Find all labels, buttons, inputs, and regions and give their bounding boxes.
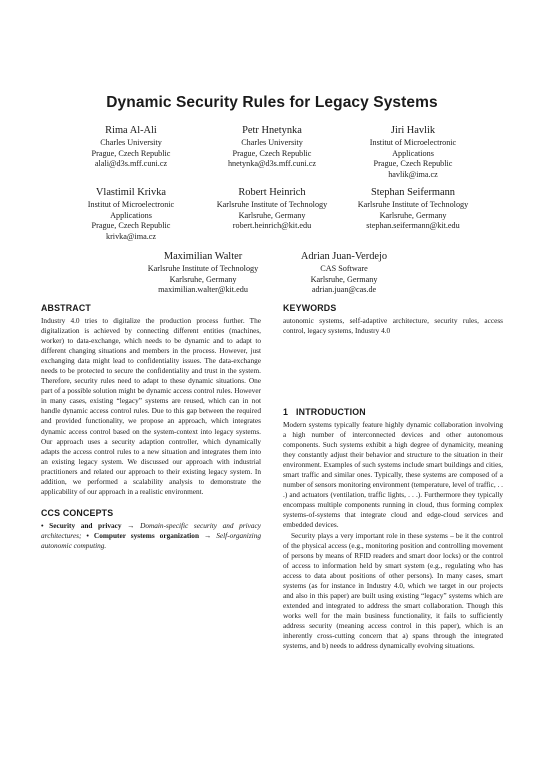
introduction-text <box>283 420 503 651</box>
abstract-heading: ABSTRACT <box>41 303 91 313</box>
author-name: Petr Hnetynka <box>242 125 302 136</box>
ccs-item-1: Domain-specific security and privacy architectures; <box>41 520 262 540</box>
paper-title: Dynamic Security Rules for Legacy Systems <box>106 94 438 111</box>
author-block <box>259 250 429 296</box>
author-email: maximilian.walter@kit.edu <box>158 285 248 295</box>
introduction-paragraph-2: Security plays a very important role in these systems – be it the control of the physical access (e.g., monitoring position and controlling movement of persons by means of RFID readers and smart door locks) or the control of access to information held by smart system (e.g., regulating who has access to data about positions of other persons). In many cases, smart systems (as for instance in Industry 4.0, which we target in our projects and also in this paper) are built using existing “legacy” systems which are extended and integrated to address the smart collaboration. Though this works well for the main business functionality, it fails to sufficiently address security (meaning access control in this paper), which is an inherently cross-cutting concern that a) spans through the integrated systems, and b) needs to address dynamically evolving situations. <box>283 530 503 651</box>
author-email: robert.heinrich@kit.edu <box>232 221 312 231</box>
ccs-item-2: Self-organizing autonomic computing. <box>41 530 261 550</box>
ccs-item-2-bold: Computer systems organization <box>93 530 204 540</box>
ccs-bullet: • <box>86 530 94 540</box>
author-email: hnetynka@d3s.mff.cuni.cz <box>227 159 317 169</box>
author-block <box>328 124 498 180</box>
author-affiliation-cont: Applications <box>110 210 152 220</box>
keywords-heading: KEYWORDS <box>283 303 337 313</box>
author-name: Rima Al-Ali <box>105 125 157 136</box>
left-column <box>41 302 261 551</box>
author-affiliation: CAS Software <box>320 264 368 273</box>
author-email: krivka@ima.cz <box>105 231 157 241</box>
author-location: Karlsruhe, Germany <box>310 274 378 284</box>
ccs-arrow: → <box>203 530 217 540</box>
author-name: Robert Heinrich <box>238 187 306 198</box>
author-name: Stephan Seifermann <box>371 187 455 198</box>
abstract-paragraph: Industry 4.0 tries to digitalize the production process further. The digitalization is achieved by connecting different entities (machines, worker) to data-exchange, which needs to be dynamic and to adapt to different changing situations and members in the process. However, just exchanging data might lead to confidentiality issues. The data-exchange needs to be protected to secure the confidentiality and trust in the system. Therefore, security rules need to adapt to these dynamic situations. One part of a possible solution might be dynamic access control rules. However in many cases, existing “legacy” systems are reused, which can in not handle dynamic access control rules. Due to this gap between the required and provided functionality, we propose an approach, which integrates dynamic access control based on the system-context into legacy systems. Our approach uses a security adaption controller, which dynamically adapts the access control rules to a new situation and integrates them into an existing legacy system. We discussed our approach with industrial practitioners and related our approach to their existing legacy system. In addition, we performed a scalability analysis to demonstrate the applicability of our approach in a realistic environment. <box>41 316 261 496</box>
author-location: Prague, Czech Republic <box>232 148 312 158</box>
author-affiliation: Charles University <box>241 138 303 147</box>
author-affiliation: Karlsruhe Institute of Technology <box>216 200 328 209</box>
author-name: Jiri Havlik <box>390 125 436 136</box>
author-affiliation-cont: Applications <box>392 148 434 158</box>
ccs-concepts <box>41 521 261 551</box>
introduction-heading: 1 INTRODUCTION <box>283 407 366 417</box>
introduction-paragraph-1: Modern systems typically feature highly dynamic collaboration involving a high number of interconnected devices and other autonomous components. Such systems exhibit a high degree of dynamicity, meaning they constantly adjust their behavior and structure to the situation in their environment. Examples of such systems include smart buildings and cities, smart traffic and similar ones. Typically, these systems are composed of a number of sensors monitoring environment (temperature, level of traffic, . . .) and actuators (ventilation, traffic lights, . . .). Furthermore they typically encompass multiple components running in cloud, thus forming complex systems-of-systems that integrate cloud and edge-cloud services and embedded devices. <box>283 420 503 530</box>
author-affiliation: Institut of Microelectronic <box>87 200 175 209</box>
ccs-arrow: → <box>127 520 141 530</box>
keywords-text <box>283 316 503 336</box>
author-affiliation: Charles University <box>100 138 162 147</box>
ccs-heading: CCS CONCEPTS <box>41 507 114 518</box>
abstract-text <box>41 316 261 497</box>
author-block <box>328 186 498 232</box>
author-name: Maximilian Walter <box>163 251 243 262</box>
author-name: Vlastimil Krivka <box>95 187 167 198</box>
author-affiliation: Institut of Microelectronic <box>369 138 457 147</box>
right-column <box>283 302 503 336</box>
author-email: alali@d3s.mff.cuni.cz <box>94 159 168 169</box>
ccs-bullet: • <box>41 520 50 530</box>
author-affiliation: Karlsruhe Institute of Technology <box>357 200 469 209</box>
author-location: Karlsruhe, Germany <box>238 210 306 220</box>
author-name: Adrian Juan-Verdejo <box>300 251 388 262</box>
introduction-section <box>283 406 503 651</box>
author-location: Karlsruhe, Germany <box>169 274 237 284</box>
author-email: stephan.seifermann@kit.edu <box>366 221 460 231</box>
author-email: havlik@ima.cz <box>388 169 438 179</box>
ccs-item-1-bold: Security and privacy <box>49 520 128 530</box>
author-email: adrian.juan@cas.de <box>311 285 377 295</box>
author-location: Prague, Czech Republic <box>91 148 171 158</box>
keywords-paragraph: autonomic systems, self-adaptive architecture, security rules, access control, legacy systems, Industry 4.0 <box>283 316 503 336</box>
author-location: Prague, Czech Republic <box>91 221 171 231</box>
author-location: Prague, Czech Republic <box>373 159 453 169</box>
author-affiliation: Karlsruhe Institute of Technology <box>147 264 259 273</box>
author-location: Karlsruhe, Germany <box>379 210 447 220</box>
